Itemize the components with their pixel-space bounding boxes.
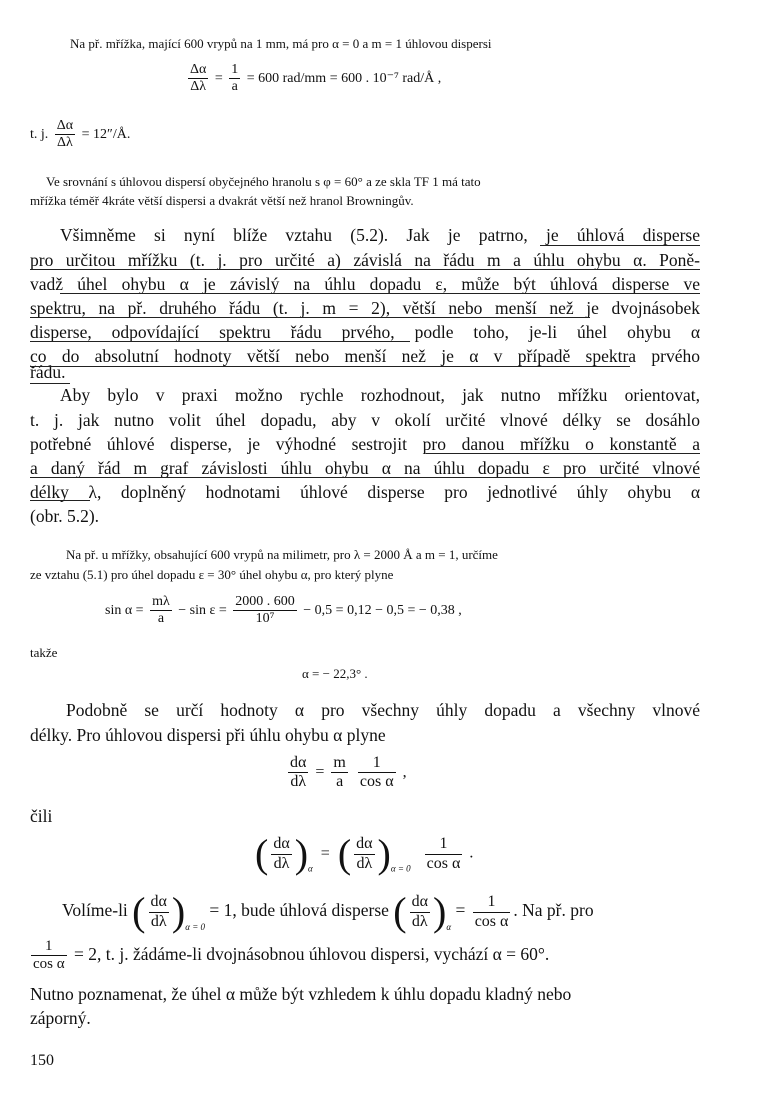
compare-line-2: mřížka téměř 4kráte větší dispersi a dvakrát větší než hranol Browningův.	[30, 193, 414, 208]
eq2-denominator: Δλ	[57, 135, 73, 151]
equation-parenthesized: ( $\frac{d\alpha}{d\lambda}$ )$_\alpha$ = ( $\frac{d\alpha}{d\lambda}$ )$_{\alpha = 0}$ $\frac{1}{\text{cos α}}$ .	[255, 831, 474, 876]
para1-line-4: spektru, na př. druhého řádu (t. j. m = 2), větší nebo menší než je dvojnásobek	[30, 298, 700, 318]
compare-line-1: Ve srovnání s úhlovou dispersí obyčejného hranolu s φ = 60° a ze skla TF 1 má tato	[46, 174, 481, 189]
eq2-numerator: Δα	[55, 118, 75, 135]
takze-label: takže	[30, 645, 58, 660]
equation-angular-dispersion	[185, 62, 441, 95]
para1-line-3: vadž úhel ohybu α je závislý na úhlu dopadu ε, může být úhlová disperse ve	[30, 274, 700, 294]
pencil-underline	[30, 383, 70, 384]
deriv-equals: =	[315, 763, 325, 781]
para1-line-6: co do absolutní hodnoty větší nebo menší než je α v případě spektra prvého	[30, 346, 700, 366]
para1-line-1: Všimněme si nyní blíže vztahu (5.2). Jak je patrno, je úhlová disperse	[60, 225, 700, 245]
para2-line-2: t. j. jak nutno volit úhel dopadu, aby v okolí určité vlnové délky se dosáhlo	[30, 410, 700, 430]
eq2-prefix: t. j.	[30, 126, 49, 142]
equation-arcsec	[30, 118, 130, 151]
para4-line-1	[28, 938, 549, 974]
pencil-underline	[60, 293, 700, 294]
example-line-2: ze vztahu (5.1) pro úhel dopadu ε = 30° úhel ohybu α, pro který plyne	[30, 567, 394, 582]
eq2-rest: = 12″/Å.	[81, 126, 131, 142]
paren-numerator-2: dα	[354, 835, 374, 854]
paren-subscript-2: α = 0	[390, 863, 411, 874]
para3-line-2: délky. Pro úhlovou dispersi při úhlu ohybu α plyne	[30, 725, 386, 745]
eq-sin-numerator-2: 2000 . 600	[233, 594, 297, 611]
eq1-denominator-2: a	[231, 79, 238, 95]
deriv-cos: cos α	[359, 773, 394, 791]
para1-line-2: pro určitou mřížku (t. j. pro určité a) závislá na řádu m a úhlu ohybu α. Poně-	[30, 250, 700, 270]
deriv-a: a	[336, 773, 344, 791]
intro-line: Na př. mřížka, mající 600 vrypů na 1 mm, má pro α = 0 a m = 1 úhlovou dispersi	[70, 36, 492, 51]
volime-subscript-1: α = 0	[185, 922, 206, 933]
eq-sin-mid: − sin ε =	[178, 602, 227, 618]
volime-denominator: cos α	[474, 912, 509, 930]
para1-line-7: řádu.	[30, 362, 66, 382]
deriv-m: m	[331, 754, 347, 773]
eq-sin-lhs: sin α =	[105, 602, 144, 618]
volime-equals: =	[455, 900, 466, 921]
page-number: 150	[30, 1052, 54, 1069]
eq1-numerator-2: 1	[229, 62, 240, 79]
pencil-underline	[30, 341, 410, 342]
eq1-rest: = 600 rad/mm = 600 . 10⁻⁷ rad/Å ,	[246, 70, 442, 86]
paren-denominator-3: cos α	[426, 854, 461, 872]
result-alpha: α = − 22,3° .	[302, 666, 368, 681]
para4-frac-numerator: 1	[31, 938, 67, 956]
pencil-underline	[30, 366, 630, 367]
deriv-one: 1	[358, 754, 396, 773]
para2-line-4: a daný řád m graf závislosti úhlu ohybu α na úhlu dopadu ε pro určité vlnové	[30, 458, 700, 478]
pencil-underline	[30, 500, 90, 501]
pencil-underline	[30, 269, 700, 270]
paren-numerator-1: dα	[271, 835, 291, 854]
para1-line-5: disperse, odpovídající spektru řádu prvého, podle toho, je-li úhel ohybu α	[30, 322, 700, 342]
para2-line-3: potřebné úhlové disperse, je výhodné sestrojit pro danou mřížku o konstantě a	[30, 434, 700, 454]
volime-mid: = 1, bude úhlová disperse	[209, 900, 389, 921]
para2-line-6: (obr. 5.2).	[30, 506, 100, 526]
eq1-numerator: Δα	[188, 62, 208, 79]
pencil-underline	[426, 453, 700, 454]
deriv-comma: ,	[402, 763, 407, 781]
paren-denominator-1: dλ	[273, 854, 290, 872]
volime-pre: Volíme-li	[62, 900, 128, 921]
paren-subscript-1: α	[308, 863, 313, 874]
eq-sin-denominator-1: a	[157, 611, 165, 627]
para4-line-2: Nutno poznamenat, že úhel α může být vzhledem k úhlu dopadu kladný nebo	[30, 984, 572, 1004]
volime-subscript-2: α	[446, 922, 452, 933]
eq1-equals: =	[214, 70, 223, 86]
deriv-numerator: dα	[288, 754, 308, 773]
example-line-1: Na př. u mřížky, obsahující 600 vrypů na milimetr, pro λ = 2000 Å a m = 1, určíme	[66, 547, 498, 562]
equation-derivative	[285, 754, 407, 792]
equation-sin-alpha	[105, 594, 462, 627]
para4-line1-rest: = 2, t. j. žádáme-li dvojnásobnou úhlovou dispersi, vychází α = 60°.	[73, 943, 550, 964]
eq-sin-numerator-1: mλ	[150, 594, 172, 611]
pencil-underline	[30, 477, 700, 478]
volime-post: . Na př. pro	[513, 900, 594, 921]
para3-line-1: Podobně se určí hodnoty α pro všechny úhly dopadu a všechny vlnové	[66, 700, 700, 720]
paren-period: .	[469, 844, 474, 862]
para2-line-5: délky λ, doplněný hodnotami úhlové disperse pro jednotlivé úhly ohybu α	[30, 482, 700, 502]
pencil-underline	[540, 245, 700, 246]
eq1-denominator: Δλ	[190, 79, 207, 95]
eq-sin-denominator-2: 10⁷	[255, 611, 275, 627]
cili-label: čili	[30, 806, 53, 826]
paren-numerator-3: 1	[425, 835, 463, 854]
para2-line-1: Aby bylo v praxi možno rychle rozhodnout, jak nutno mřížku orientovat,	[60, 385, 700, 405]
paren-denominator-2: dλ	[356, 854, 373, 872]
para4-frac-denominator: cos α	[33, 956, 65, 973]
para4-line-3: záporný.	[30, 1008, 91, 1028]
deriv-denominator: dλ	[290, 773, 307, 791]
volime-line: Volíme-li ( $\frac{d\alpha}{d\lambda}$ )$_{\alpha = 0} = 1$, bude úhlová disperse ( $\frac{d\alpha}{d\lambda}$ )$_\alpha$ = $\frac{1}{\text{cos α}}$ . Na př. pro	[62, 889, 594, 934]
volime-numerator: 1	[473, 893, 511, 912]
pencil-underline	[30, 317, 590, 318]
eq-sin-rest: − 0,5 = 0,12 − 0,5 = − 0,38 ,	[303, 602, 462, 618]
